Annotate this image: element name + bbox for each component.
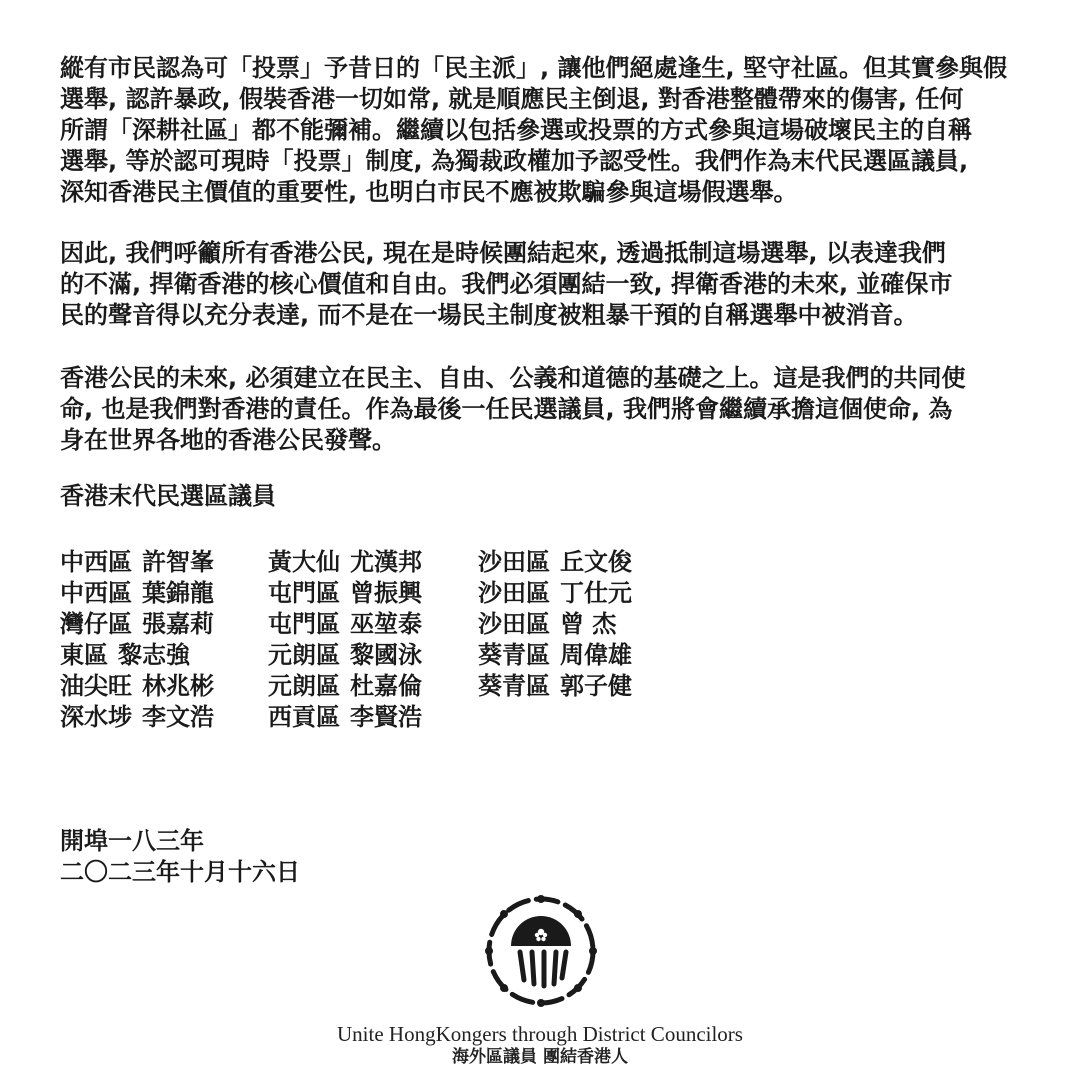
district-name: 葵青區 [478,672,550,700]
councillor-entry [268,578,422,609]
district-name: 元朗區 [268,641,340,669]
councillor-column-2 [268,547,422,733]
district-name: 中西區 [60,548,132,576]
organization-name-english: Unite HongKongers through District Councilors [337,1022,743,1046]
statement-paragraph-3 [60,363,1020,456]
councillor-name: 曾 杰 [560,610,617,638]
councillor-entry [60,578,214,609]
councillor-entry [268,702,422,733]
councillor-column-3 [478,547,632,702]
paragraph-line: 的不滿, 捍衛香港的核心價值和自由。我們必須團結一致, 捍衛香港的未來, 並確保市 [60,270,953,298]
district-name: 沙田區 [478,579,550,607]
councillor-entry [60,640,214,671]
district-name: 西貢區 [268,703,340,731]
paragraph-line: 選舉, 等於認可現時「投票」制度, 為獨裁政權加予認受性。我們作為末代民選區議員, [60,147,969,175]
councillor-entry [268,547,422,578]
councillor-name: 丁仕元 [560,579,632,607]
paragraph-line: 所謂「深耕社區」都不能彌補。繼續以包括參選或投票的方式參與這場破壞民主的自稱 [60,116,972,144]
paragraph-line: 命, 也是我們對香港的責任。作為最後一任民選議員, 我們將會繼續承擔這個使命, 為 [60,395,953,423]
councillor-name: 周偉雄 [560,641,632,669]
paragraph-line: 因此, 我們呼籲所有香港公民, 現在是時候團結起來, 透過抵制這場選舉, 以表達我們 [60,239,946,267]
organization-name-chinese: 海外區議員 團結香港人 [452,1047,628,1067]
councillor-entry [60,671,214,702]
district-name: 中西區 [60,579,132,607]
paragraph-line: 深知香港民主價值的重要性, 也明白市民不應被欺騙參與這場假選舉。 [60,178,798,206]
district-name: 深水埗 [60,703,132,731]
paragraph-line: 民的聲音得以充分表達, 而不是在一場民主制度被粗暴干預的自稱選舉中被消音。 [60,301,918,329]
district-name: 沙田區 [478,548,550,576]
councillor-name: 黎志強 [118,641,190,669]
councillor-name: 丘文俊 [560,548,632,576]
calendar-date: 二〇二三年十月十六日 [60,858,300,886]
councillor-name: 李賢浩 [350,703,422,731]
district-name: 屯門區 [268,579,340,607]
district-name: 灣仔區 [60,610,132,638]
councillor-name: 巫堃泰 [350,610,422,638]
councillor-name: 郭子健 [560,672,632,700]
district-name: 屯門區 [268,610,340,638]
district-name: 油尖旺 [60,672,132,700]
councillor-column-1 [60,547,214,733]
councillor-entry [478,609,632,640]
councillor-name: 曾振興 [350,579,422,607]
paragraph-line: 身在世界各地的香港公民發聲。 [60,426,396,454]
councillor-entry [268,609,422,640]
councillor-entry [478,578,632,609]
councillor-name: 尤漢邦 [350,548,422,576]
district-name: 東區 [60,641,108,669]
era-date: 開埠一八三年 [60,827,204,855]
district-name: 元朗區 [268,672,340,700]
councillor-entry [60,702,214,733]
statement-paragraph-2 [60,238,1020,331]
councillor-name: 黎國泳 [350,641,422,669]
district-name: 黃大仙 [268,548,340,576]
building-pillars-circle-icon [484,894,598,1008]
councillor-entry [268,640,422,671]
councillor-entry [478,671,632,702]
paragraph-line: 選舉, 認許暴政, 假裝香港一切如常, 就是順應民主倒退, 對香港整體帶來的傷害, 任何 [60,85,964,113]
councillor-entry [60,609,214,640]
councillor-name: 李文浩 [142,703,214,731]
district-name: 葵青區 [478,641,550,669]
councillor-name: 許智峯 [142,548,214,576]
date-block [60,826,300,888]
district-name: 沙田區 [478,610,550,638]
councillor-name: 林兆彬 [142,672,214,700]
councillor-entry [478,547,632,578]
councillor-entry [60,547,214,578]
councillor-entry [268,671,422,702]
paragraph-line: 縱有市民認為可「投票」予昔日的「民主派」, 讓他們絕處逢生, 堅守社區。但其實參與假 [60,54,1007,82]
councillor-name: 葉錦龍 [142,579,214,607]
signoff-title: 香港末代民選區議員 [60,482,276,510]
councillor-entry [478,640,632,671]
statement-paragraph-1 [60,53,1020,208]
councillor-name: 杜嘉倫 [350,672,422,700]
councillor-name: 張嘉莉 [142,610,214,638]
paragraph-line: 香港公民的未來, 必須建立在民主、自由、公義和道德的基礎之上。這是我們的共同使 [60,364,966,392]
